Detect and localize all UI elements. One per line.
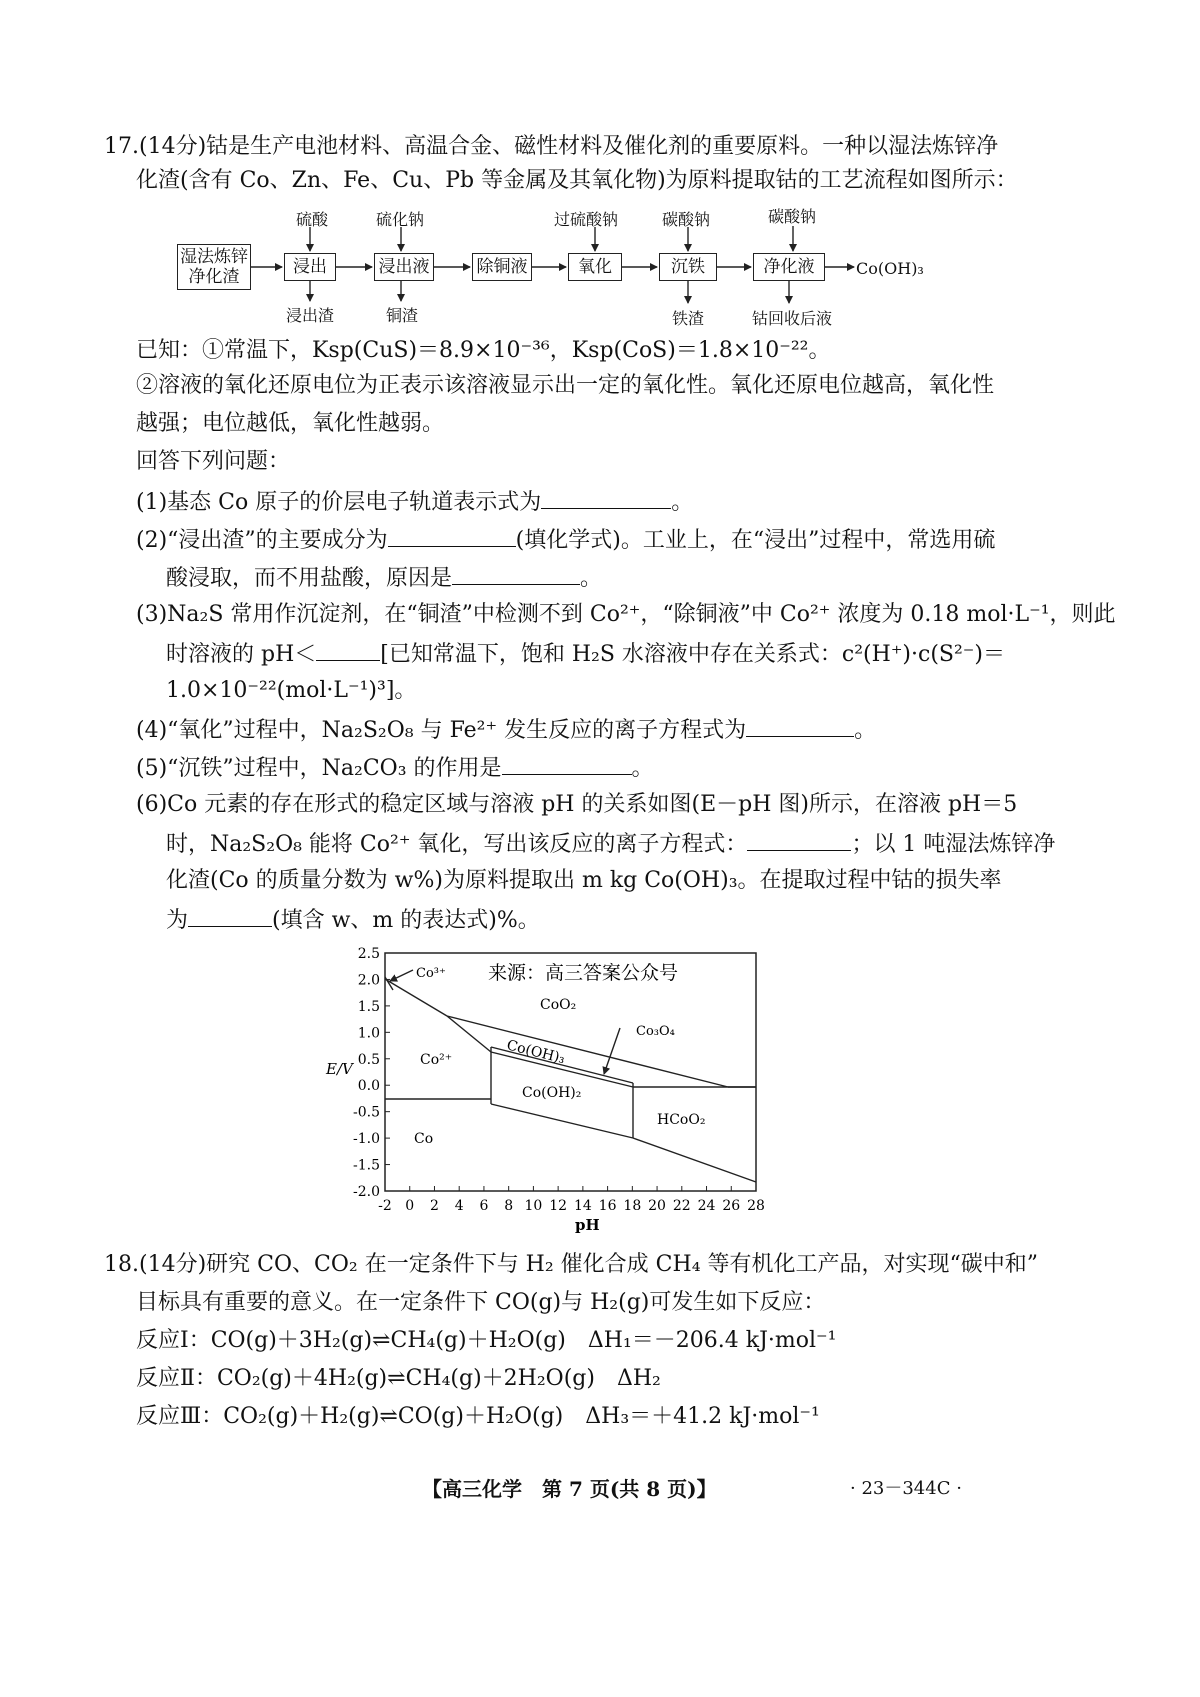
region-coo2: CoO₂ <box>540 997 577 1013</box>
y-tick-label: 0.0 <box>357 1078 380 1095</box>
boundary-line <box>385 979 447 1016</box>
subq-3-ph-text: 时溶液的 pH＜ <box>166 642 317 667</box>
region-co: Co <box>414 1131 434 1147</box>
x-tick-label: -2 <box>378 1198 392 1214</box>
flow-start-line2: 净化渣 <box>188 267 240 287</box>
flow-output-leach-residue: 浸出渣 <box>286 306 335 325</box>
x-tick-label: 14 <box>573 1198 592 1214</box>
x-tick-label: 28 <box>747 1198 765 1214</box>
watermark: 来源：高三答案公众号 <box>488 962 679 984</box>
e-ph-diagram <box>325 946 765 1234</box>
flow-box-purified: 净化液 <box>753 253 825 281</box>
flow-output-copper-residue: 铜渣 <box>386 306 419 325</box>
flow-reagent-carbonate-1: 碳酸钠 <box>662 210 711 229</box>
subq-1-end: 。 <box>671 490 694 515</box>
y-axis-label: E/V <box>326 1060 353 1078</box>
subq-6-end: (填含 w、m 的表达式)%。 <box>272 908 540 933</box>
subq-2-text-cont: (填化学式)。工业上，在“浸出”过程中，常选用硫 <box>515 528 996 553</box>
flow-reagent-carbonate-2: 碳酸钠 <box>768 207 817 226</box>
boundary-line <box>491 1104 633 1138</box>
footer-page-info: 【高三化学 第 7 页(共 8 页)】 <box>422 1477 717 1501</box>
x-tick-label: 4 <box>454 1198 464 1214</box>
flow-box-iron-removal: 沉铁 <box>659 253 717 281</box>
subq-2-end: 。 <box>580 566 603 591</box>
q18-header-cont: 目标具有重要的意义。在一定条件下 CO(g)与 H₂(g)可发生如下反应： <box>136 1290 826 1315</box>
subq-2-text: (2)“浸出渣”的主要成分为 <box>136 528 388 553</box>
region-co3o4: Co₃O₄ <box>636 1024 675 1039</box>
subq-3: (3)Na₂S 常用作沉淀剂，在“铜渣”中检测不到 Co²⁺，“除铜液”中 Co²⁺ 浓度为 0.18 mol·L⁻¹，则此 <box>136 602 1116 627</box>
region-hcoo2: HCoO₂ <box>657 1112 706 1128</box>
y-tick-label: -1.5 <box>353 1157 380 1174</box>
subq-4-end: 。 <box>854 718 877 743</box>
y-tick-label: -2.0 <box>353 1184 380 1200</box>
known-ksp: 已知：①常温下，Ksp(CuS)＝8.9×10⁻³⁶，Ksp(CoS)＝1.8×10⁻²²。 <box>136 338 831 363</box>
reaction-1: 反应Ⅰ：CO(g)＋3H₂(g)⇌CH₄(g)＋H₂O(g) ΔH₁＝－206.4 kJ·mol⁻¹ <box>136 1328 837 1353</box>
region-co2: Co²⁺ <box>420 1052 453 1068</box>
y-tick-label: 0.5 <box>357 1051 380 1068</box>
known-redox-2: 越强；电位越低，氧化性越弱。 <box>136 411 445 436</box>
region-co-oh3: Co(OH)₃ <box>505 1037 567 1068</box>
flow-output-cobalt-liquor: 钴回收后液 <box>752 309 833 328</box>
q17-header-cont: 化渣(含有 Co、Zn、Fe、Cu、Pb 等金属及其氧化物)为原料提取钴的工艺流程如图所示： <box>136 168 1018 193</box>
x-axis-label: pH <box>575 1216 600 1234</box>
reaction-3: 反应Ⅲ：CO₂(g)＋H₂(g)⇌CO(g)＋H₂O(g) ΔH₃＝＋41.2 kJ·mol⁻¹ <box>136 1404 820 1429</box>
subq-2-reason-text: 酸浸取，而不用盐酸，原因是 <box>166 566 453 591</box>
flow-box-oxidize: 氧化 <box>568 253 622 281</box>
known-redox-1: ②溶液的氧化还原电位为正表示该溶液显示出一定的氧化性。氧化还原电位越高，氧化性 <box>136 373 995 398</box>
footer-code: · 23－344C · <box>850 1478 962 1499</box>
flow-product: Co(OH)₃ <box>856 259 924 278</box>
subq-6-text-cont: ；以 1 吨湿法炼锌净 <box>851 832 1056 857</box>
subq-3-condition: [已知常温下，饱和 H₂S 水溶液中存在关系式：c²(H⁺)·c(S²⁻)＝ <box>380 642 1006 667</box>
y-tick-label: 2.5 <box>357 946 380 962</box>
boundary-line <box>633 1138 756 1182</box>
y-tick-label: -0.5 <box>353 1104 380 1121</box>
subq-3-line3: 1.0×10⁻²²(mol·L⁻¹)³]。 <box>166 678 417 703</box>
x-tick-label: 26 <box>722 1198 741 1214</box>
y-tick-label: 1.5 <box>357 998 380 1015</box>
flow-reagent-persulfate: 过硫酸钠 <box>554 210 619 229</box>
x-tick-label: 10 <box>524 1198 543 1214</box>
answer-intro: 回答下列问题： <box>136 449 291 474</box>
flow-start-line1: 湿法炼锌 <box>180 247 248 267</box>
flow-box-decopper: 除铜液 <box>472 253 532 281</box>
co3o4-pointer <box>604 1028 620 1074</box>
x-tick-label: 12 <box>549 1198 568 1214</box>
x-tick-label: 2 <box>430 1198 439 1214</box>
y-tick-label: 2.0 <box>357 972 380 989</box>
flow-reagent-sulfuric: 硫酸 <box>296 210 329 229</box>
q18-header: 18.(14分)研究 CO、CO₂ 在一定条件下与 H₂ 催化合成 CH₄ 等有机化工产品，对实现“碳中和” <box>104 1252 1039 1277</box>
x-tick-label: 24 <box>697 1198 716 1214</box>
subq-6-line3: 化渣(Co 的质量分数为 w%)为原料提取出 m kg Co(OH)₃。在提取过程中钴的损失率 <box>166 868 1002 893</box>
co3-pointer <box>390 970 413 981</box>
region-co3: Co³⁺ <box>416 966 446 981</box>
flow-reagent-sodium-sulfide: 硫化钠 <box>376 210 425 229</box>
x-tick-label: 18 <box>623 1198 642 1214</box>
x-tick-label: 16 <box>598 1198 617 1214</box>
flow-arrows <box>251 226 854 303</box>
y-tick-label: 1.0 <box>357 1025 380 1042</box>
subq-6: (6)Co 元素的存在形式的稳定区域与溶液 pH 的关系如图(E－pH 图)所示，在溶液 pH＝5 <box>136 792 1018 817</box>
x-tick-label: 22 <box>672 1198 691 1214</box>
q17-header: 17.(14分)钴是生产电池材料、高温合金、磁性材料及催化剂的重要原料。一种以湿法炼锌净 <box>104 134 999 159</box>
reaction-2: 反应Ⅱ：CO₂(g)＋4H₂(g)⇌CH₄(g)＋2H₂O(g) ΔH₂ <box>136 1366 661 1391</box>
region-co-oh2: Co(OH)₂ <box>522 1085 582 1101</box>
flow-box-leachate: 浸出液 <box>374 253 434 281</box>
y-tick-label: -1.0 <box>353 1131 380 1148</box>
subq-6-equation-text: 时，Na₂S₂O₈ 能将 Co²⁺ 氧化，写出该反应的离子方程式： <box>166 832 748 857</box>
subq-4-text: (4)“氧化”过程中，Na₂S₂O₈ 与 Fe²⁺ 发生反应的离子方程式为 <box>136 718 747 743</box>
x-tick-label: 0 <box>405 1198 415 1214</box>
flow-box-leach: 浸出 <box>284 253 336 281</box>
subq-5-end: 。 <box>631 756 654 781</box>
flow-output-iron-residue: 铁渣 <box>672 309 705 328</box>
x-tick-label: 20 <box>648 1198 666 1214</box>
subq-5-text: (5)“沉铁”过程中，Na₂CO₃ 的作用是 <box>136 756 502 781</box>
x-ticks <box>378 1186 765 1214</box>
subq-6-wei: 为 <box>166 908 189 933</box>
x-tick-label: 6 <box>479 1198 489 1214</box>
x-tick-label: 8 <box>504 1198 514 1214</box>
subq-1-text: (1)基态 Co 原子的价层电子轨道表示式为 <box>136 490 542 515</box>
